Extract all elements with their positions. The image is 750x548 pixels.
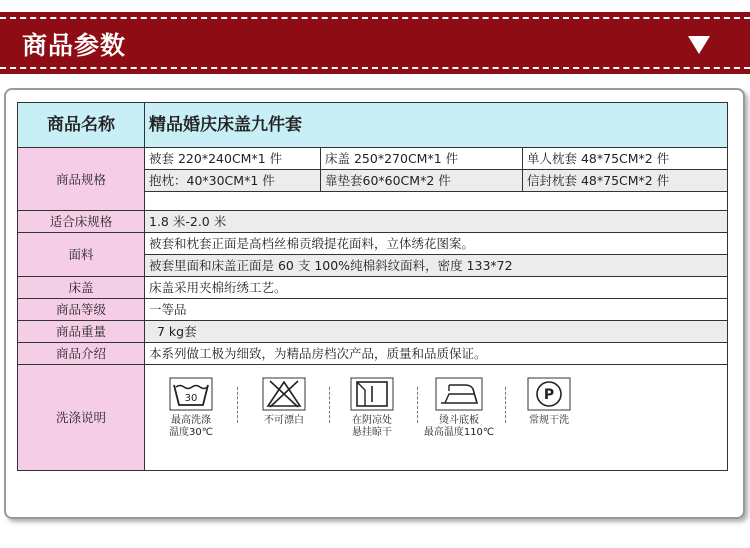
wash-caption-line: 温度30℃ bbox=[169, 427, 213, 438]
wash-caption-line: 常规干洗 bbox=[529, 415, 569, 426]
wash-symbol bbox=[515, 377, 583, 427]
spec-cell: 靠垫套60*60CM*2 件 bbox=[321, 170, 523, 192]
wash-symbol bbox=[249, 377, 319, 427]
spec-table bbox=[17, 102, 728, 471]
wash-caption-line: 最高洗涤 bbox=[171, 415, 211, 426]
symbol-divider bbox=[237, 387, 238, 423]
spec-cell: 被套 220*240CM*1 件 bbox=[145, 148, 321, 170]
weight-label: 商品重量 bbox=[18, 321, 145, 343]
intro-label: 商品介绍 bbox=[18, 343, 145, 365]
table-row bbox=[18, 103, 728, 148]
spec-cell: 信封枕套 48*75CM*2 件 bbox=[523, 170, 728, 192]
symbol-divider bbox=[505, 387, 506, 423]
header-bottom-dashed-line bbox=[0, 67, 750, 69]
wash-caption-line: 烫斗底板 bbox=[439, 415, 479, 426]
table-row bbox=[18, 277, 728, 299]
wash-label: 洗涤说明 bbox=[18, 365, 145, 471]
product-name-label: 商品名称 bbox=[18, 103, 145, 148]
bedspread-label: 床盖 bbox=[18, 277, 145, 299]
spec-label: 商品规格 bbox=[18, 148, 145, 211]
no-bleach-icon bbox=[262, 377, 306, 411]
grade-label: 商品等级 bbox=[18, 299, 145, 321]
table-row bbox=[18, 343, 728, 365]
section-header bbox=[0, 12, 750, 74]
wash-caption-line: 悬挂晾干 bbox=[352, 427, 392, 438]
wash-symbol bbox=[413, 377, 505, 439]
spec-cell: 单人枕套 48*75CM*2 件 bbox=[523, 148, 728, 170]
product-name-value: 精品婚庆床盖九件套 bbox=[145, 103, 728, 148]
fabric-label: 面料 bbox=[18, 233, 145, 277]
spec-cell: 抱枕：40*30CM*1 件 bbox=[145, 170, 321, 192]
dry-clean-letter: P bbox=[543, 387, 555, 403]
dry-clean-icon bbox=[527, 377, 571, 411]
weight-value: 7 kg套 bbox=[145, 321, 728, 343]
table-row bbox=[18, 365, 728, 471]
grade-value: 一等品 bbox=[145, 299, 728, 321]
bed-size-label: 适合床规格 bbox=[18, 211, 145, 233]
spec-cell: 床盖 250*270CM*1 件 bbox=[321, 148, 523, 170]
iron-icon bbox=[435, 377, 483, 411]
section-title: 商品参数 bbox=[22, 31, 127, 60]
wash-caption-line: 不可漂白 bbox=[264, 415, 304, 426]
wash-symbols bbox=[145, 365, 727, 470]
bedspread-value: 床盖采用夹棉绗绣工艺。 bbox=[145, 277, 728, 299]
wash-30-icon bbox=[169, 377, 213, 411]
table-row bbox=[18, 299, 728, 321]
wash-caption-line: 最高温度110℃ bbox=[423, 427, 495, 438]
wash-cell bbox=[145, 365, 728, 471]
triangle-down-icon[interactable] bbox=[688, 36, 710, 54]
spec-empty-cell bbox=[145, 192, 728, 211]
bed-size-value: 1.8 米-2.0 米 bbox=[145, 211, 728, 233]
header-top-dashed-line bbox=[0, 17, 750, 19]
fabric-line: 被套里面和床盖正面是 60 支 100%纯棉斜纹面料，密度 133*72 bbox=[145, 255, 728, 277]
table-row bbox=[18, 321, 728, 343]
wash-temp-number: 30 bbox=[184, 393, 198, 404]
table-row bbox=[18, 233, 728, 255]
wash-symbol bbox=[338, 377, 406, 439]
table-row bbox=[18, 148, 728, 170]
intro-value: 本系列做工极为细致，为精品房档次产品，质量和品质保证。 bbox=[145, 343, 728, 365]
wash-symbol bbox=[157, 377, 225, 439]
fabric-line: 被套和枕套正面是高档丝棉贡缎提花面料，立体绣花图案。 bbox=[145, 233, 728, 255]
table-row bbox=[18, 211, 728, 233]
wash-caption-line: 在阴凉处 bbox=[352, 415, 392, 426]
shade-dry-icon bbox=[350, 377, 394, 411]
symbol-divider bbox=[329, 387, 330, 423]
